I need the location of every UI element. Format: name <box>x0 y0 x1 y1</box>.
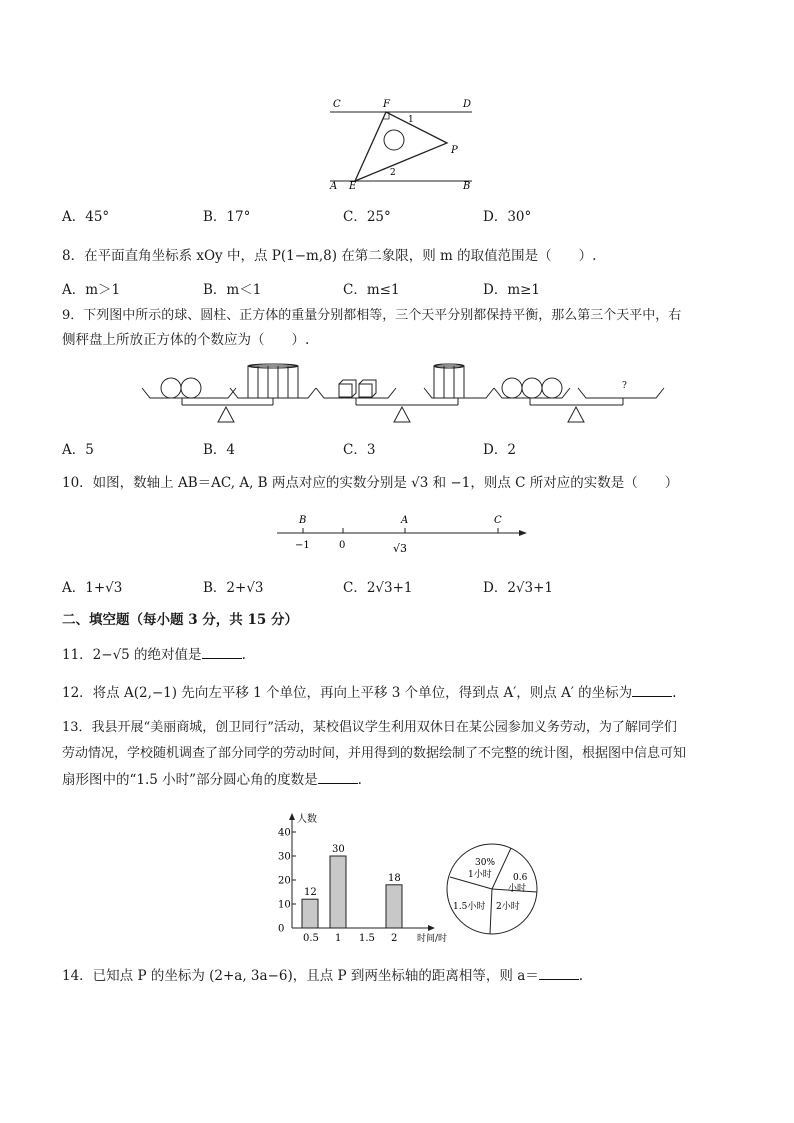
q9-option-d: D．2 <box>483 442 516 458</box>
q9-stem-line1: 9．下列图中所示的球、圆柱、正方体的重量分别都相等，三个天平分别都保持平衡，那么第三个天平中，右 <box>62 308 682 323</box>
x-tick-label: 2 <box>391 933 398 944</box>
bar <box>330 856 346 928</box>
q10-stem: 10．如图，数轴上 AB＝AC, A, B 两点对应的实数分别是 √3 和 −1，则点 C 所对应的实数是（ ） <box>62 475 679 491</box>
label-E: E <box>349 181 357 192</box>
balance-1 <box>142 364 316 422</box>
point-C-label: C <box>494 515 502 526</box>
y-axis-arrow <box>289 813 295 820</box>
bar-value-label: 30 <box>332 844 345 855</box>
q11-answer-blank[interactable] <box>202 646 242 659</box>
pie-divider-4 <box>490 889 492 934</box>
q13-line1: 13．我县开展“美丽商城，创卫同行”活动，某校倡议学生利用双休日在某公园参加义务劳动，为了解同学们 <box>62 720 677 735</box>
pie-label-hour: 小时 <box>508 884 527 894</box>
q10-option-b: B．2+√3 <box>203 580 264 596</box>
label-C: C <box>333 99 341 110</box>
q7-option-d: D．30° <box>483 209 532 225</box>
q10-number-line <box>275 508 530 558</box>
label-1: 1 <box>408 115 414 125</box>
q13-answer-blank[interactable] <box>318 771 358 784</box>
pie-label-30pct: 30% <box>475 858 496 868</box>
q12: 12．将点 A(2,−1) 先向左平移 1 个单位，再向上平移 3 个单位，得到点 A′，则点 A′ 的坐标为 . <box>62 685 677 701</box>
q14-answer-blank[interactable] <box>539 967 579 980</box>
tick-sqrt3: √3 <box>393 542 408 555</box>
q8-stem: 8．在平面直角坐标系 xOy 中，点 P(1−m,8) 在第二象限，则 m 的取值范围是（ ）. <box>62 248 597 264</box>
q9-balances-figure <box>138 358 668 428</box>
unknown-mark: ? <box>622 381 627 391</box>
q8-option-b: B．m＜1 <box>203 282 262 298</box>
label-F: F <box>383 99 390 110</box>
q8-option-c: C．m≤1 <box>343 282 400 298</box>
q13-line2: 劳动情况，学校随机调查了部分同学的劳动时间，并用得到的数据绘制了不完整的统计图，根据图中信息可知 <box>62 746 687 761</box>
q9-option-b: B．4 <box>203 442 236 458</box>
x-axis-label: 时间/时 <box>417 934 448 944</box>
balance-2 <box>316 364 494 422</box>
pie-label-06: 0.6 <box>513 873 528 883</box>
q12-text: 12．将点 A(2,−1) 先向左平移 1 个单位，再向上平移 3 个单位，得到点 A′，则点 A′ 的坐标为 <box>62 685 633 701</box>
label-A: A <box>330 181 338 192</box>
y-axis-label: 人数 <box>297 814 317 825</box>
label-D: D <box>463 99 472 110</box>
q7-figure <box>320 95 480 190</box>
q13-bar-chart <box>262 800 452 945</box>
q9-stem-line2: 侧秤盘上所放正方体的个数应为（ ）. <box>62 332 310 348</box>
pie-label-1h: 1小时 <box>468 870 492 880</box>
label-B: B <box>463 181 471 192</box>
q10-option-c: C．2√3+1 <box>343 580 413 596</box>
x-tick-label: 1.5 <box>359 933 375 944</box>
q7-option-a: A．45° <box>62 209 110 225</box>
bar <box>302 899 318 928</box>
q13-pie-chart <box>445 842 540 937</box>
tick-neg1: −1 <box>295 540 310 551</box>
q7-option-b: B．17° <box>203 209 251 225</box>
pie-label-15h: 1.5小时 <box>453 902 486 912</box>
q10-option-d: D．2√3+1 <box>483 580 554 596</box>
bar-value-label: 12 <box>304 887 317 899</box>
label-2: 2 <box>390 168 396 178</box>
q8-option-d: D．m≥1 <box>483 282 541 298</box>
pie-label-2h: 2小时 <box>496 902 520 912</box>
bar-value-label: 18 <box>388 872 401 884</box>
point-B-label: B <box>299 515 307 526</box>
q8-option-a: A．m＞1 <box>62 282 121 298</box>
label-P: P <box>451 145 458 156</box>
section-title: 二、填空题（每小题 3 分，共 15 分） <box>62 612 298 628</box>
balance-3 <box>494 378 664 422</box>
bar <box>386 885 402 928</box>
point-A-label: A <box>401 515 409 526</box>
q11: 11．2−√5 的绝对值是 . <box>62 647 246 663</box>
y-tick-label: 10 <box>278 899 291 911</box>
q12-answer-blank[interactable] <box>632 684 672 697</box>
q9-option-c: C．3 <box>343 442 376 458</box>
x-tick-label: 0.5 <box>303 933 319 944</box>
q13-line3: 扇形图中的“1.5 小时”部分圆心角的度数是 . <box>62 772 362 788</box>
q14-text: 14．已知点 P 的坐标为 (2+a, 3a−6)，且点 P 到两坐标轴的距离相等，则 a＝ <box>62 968 539 984</box>
x-tick-label: 1 <box>335 933 342 944</box>
q11-text: 11．2−√5 的绝对值是 <box>62 647 202 663</box>
q10-option-a: A．1+√3 <box>62 580 123 596</box>
y-tick-label: 40 <box>278 827 291 839</box>
q7-option-c: C．25° <box>343 209 391 225</box>
x-axis-arrow <box>428 925 435 931</box>
tick-0: 0 <box>339 540 346 551</box>
y-tick-label: 0 <box>278 923 285 935</box>
pie-divider-2 <box>492 848 511 889</box>
y-tick-label: 30 <box>278 851 291 863</box>
q14: 14．已知点 P 的坐标为 (2+a, 3a−6)，且点 P 到两坐标轴的距离相等，则 a＝ . <box>62 968 584 984</box>
q9-option-a: A．5 <box>62 442 94 458</box>
y-tick-label: 20 <box>278 875 291 887</box>
